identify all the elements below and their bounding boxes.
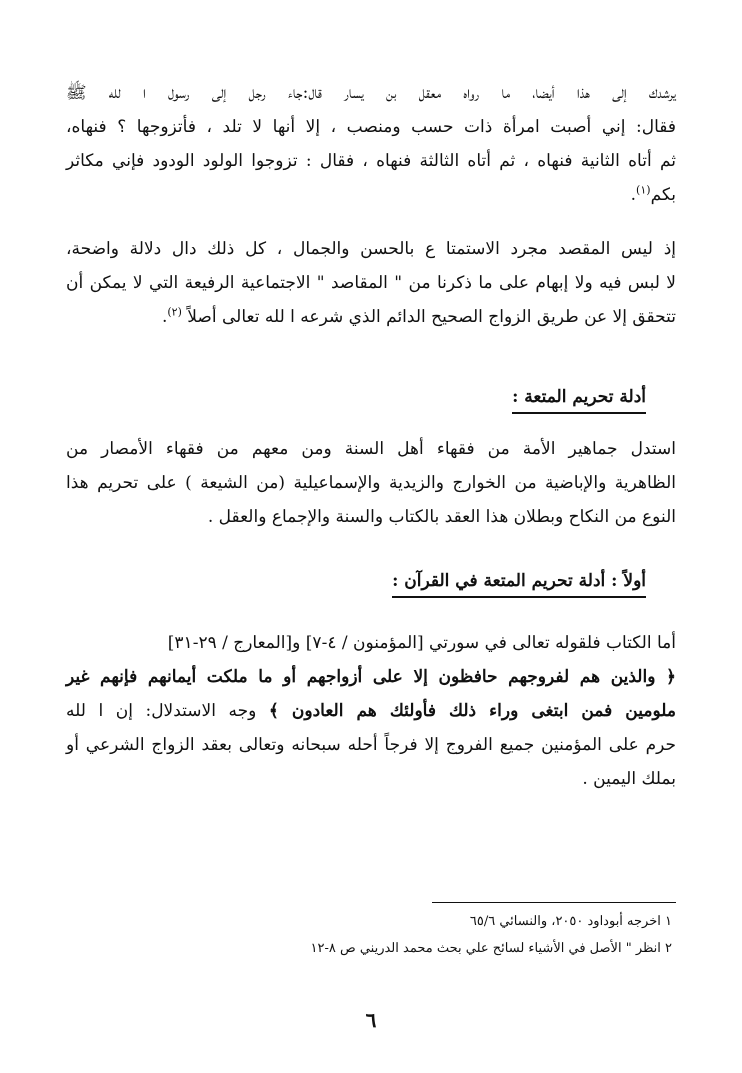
paragraph-purpose — [66, 232, 676, 334]
footnote-marker: (١) — [636, 183, 651, 197]
footnote: ٢ انظر " الأصل في الأشياء لسائح علي بحث محمد الدريني ص ٨-١٢ — [310, 941, 672, 956]
text-line: يرشدك إلى هذا أيضا، ما رواه معقل بن يسار قال:جاء رجل إلى رسول ا لله ﷺ — [66, 83, 676, 103]
text-line: حرم على المؤمنين جميع الفروج إلا فرجاً أحله سبحانه وتعالى بعقد الزواج الشرعي أو — [66, 735, 676, 755]
text-line: بملك اليمين . — [582, 769, 676, 789]
paragraph-scholars — [66, 432, 676, 534]
text-line: فقال: إني أصبت امرأة ذات حسب ومنصب ، إلا أنها لا تلد ، فأتزوجها ؟ فنهاه، — [66, 117, 676, 137]
text-line: لا لبس فيه ولا إبهام على ما ذكرنا من " المقاصد " الاجتماعية الرفيعة التي لا يمكن أن — [66, 273, 676, 293]
quran-verse: ﴿ والذين هم لفروجهم حافظون إلا على أزواجهم أو ما ملكت أيمانهم فإنهم غير — [66, 667, 676, 687]
page-number: ٦ — [365, 1008, 377, 1032]
footnotes — [72, 908, 672, 962]
text-fragment: تتحقق إلا عن طريق الزواج الصحيح الدائم الذي شرعه ا لله تعالى أصلاً — [187, 307, 676, 327]
footnote-divider — [432, 902, 676, 903]
text-fragment: وجه الاستدلال: إن ا لله — [66, 701, 269, 721]
text-line: النوع من النكاح وبطلان هذا العقد بالكتاب والسنة والإجماع والعقل . — [207, 507, 676, 527]
quran-verse: ملومين فمن ابتغى وراء ذلك فأولئك هم العادون ﴾ — [268, 701, 676, 721]
subsection-heading: أولاً : أدلة تحريم المتعة في القرآن : — [392, 566, 646, 598]
text-line — [66, 694, 676, 728]
text-line: استدل جماهير الأمة من فقهاء أهل السنة ومن معهم من فقهاء الأمصار من — [66, 439, 676, 459]
text-line: بكم$^{(١)}$. — [630, 183, 676, 205]
text-line: أما الكتاب فلقوله تعالى في سورتي [المؤمنون / ٤-٧] و[المعارج / ٢٩-٣١] — [167, 633, 676, 653]
text-line: إذ ليس المقصد مجرد الاستمتا ع بالحسن والجمال ، كل ذلك دال دلالة واضحة، — [66, 239, 676, 259]
text-line: الظاهرية والإباضية من الخوارج والزيدية والإسماعيلية (من الشيعة ) على تحريم هذا — [66, 473, 676, 493]
footnote: ١ اخرجه أبوداود ٢٠٥٠، والنسائي ٦٥/٦ — [469, 914, 672, 929]
text-line: تتحقق إلا عن طريق الزواج الصحيح الدائم الذي شرعه ا لله تعالى أصلاً $^{(٢)}$. — [161, 305, 676, 327]
section-heading: أدلة تحريم المتعة : — [512, 382, 646, 414]
text-line: ثم أتاه الثانية فنهاه ، ثم أتاه الثالثة فنهاه ، فقال : تزوجوا الولود الودود فإني مكاثر — [66, 151, 676, 171]
paragraph-quran-evidence — [66, 626, 676, 796]
text-fragment: بكم — [650, 185, 676, 205]
paragraph-hadith — [66, 76, 676, 212]
footnote-marker: (٢) — [167, 305, 182, 319]
